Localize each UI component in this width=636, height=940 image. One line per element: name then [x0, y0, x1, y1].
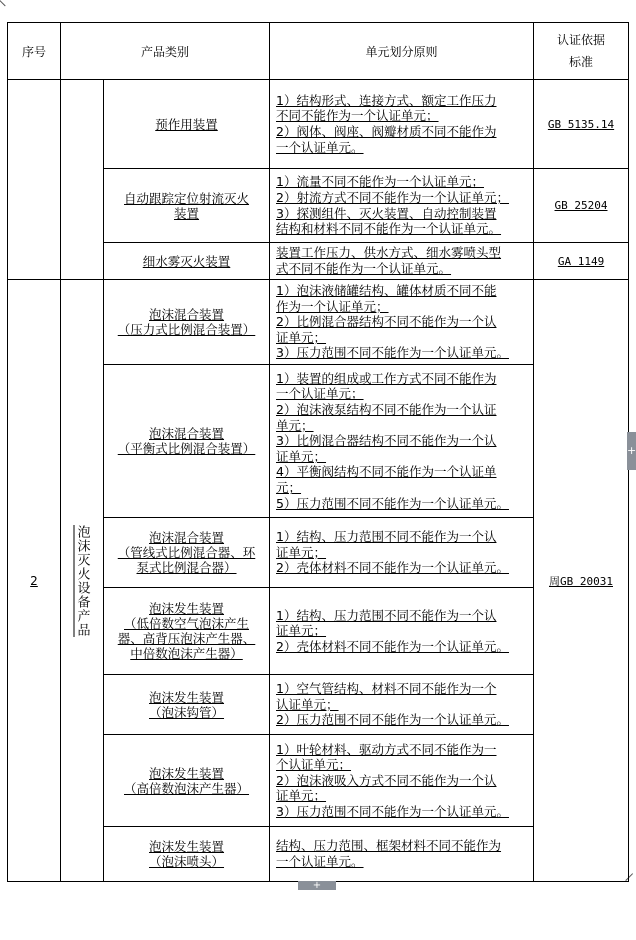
category-cell — [61, 280, 104, 882]
product-name-line: （泡沫喷头） — [149, 854, 225, 869]
unit-rule-line: 一个认证单元； — [276, 386, 364, 402]
unit-rule-line: 5）压力范围不同不能作为一个认证单元。 — [276, 495, 509, 511]
header-category: 产品类别 — [61, 23, 270, 80]
product-name-line: 细水雾灭火装置 — [142, 253, 231, 269]
standard-cell: 周GB 20031 — [534, 280, 629, 882]
unit-rule-line: 单元； — [276, 417, 314, 433]
category-cell-empty — [61, 80, 104, 280]
unit-rule-line: 结构和材料不同不能作为一个认证单元。 — [276, 221, 502, 237]
product-name-line: （平衡式比例混合装置） — [117, 441, 256, 456]
unit-rule-cell — [270, 518, 534, 588]
unit-rule-line: 1）泡沫液储罐结构、罐体材质不同不能 — [276, 283, 497, 299]
unit-rule-line: 3）压力范围不同不能作为一个认证单元。 — [276, 345, 509, 361]
unit-rule-line: 认证单元； — [276, 696, 339, 712]
product-name-line: （压力式比例混合装置） — [117, 322, 256, 337]
unit-rule-line: 结构、压力范围、框架材料不同不能作为 — [276, 838, 502, 854]
product-name-line: （高倍数泡沫产生器） — [124, 780, 250, 796]
unit-rule-line: 装置工作压力、供水方式、细水雾喷头型 — [276, 245, 502, 261]
unit-rule-line: 2）比例混合器结构不同不能作为一个认 — [276, 314, 497, 330]
unit-rule-line: 不同不能作为一个认证单元； — [276, 108, 439, 124]
product-name-cell — [104, 365, 270, 518]
standard-cell: GB 5135.14 — [534, 80, 629, 169]
unit-rule-line: 作为一个认证单元； — [276, 298, 389, 314]
unit-rule-line: 4）平衡阀结构不同不能作为一个认证单 — [276, 464, 497, 480]
unit-rule-line: 1）流量不同不能作为一个认证单元； — [276, 174, 484, 190]
product-name-cell — [104, 169, 270, 243]
unit-rule-line: 证单元； — [276, 788, 327, 804]
product-name-line: 泡沫混合装置 — [149, 530, 225, 545]
unit-rule-cell — [270, 827, 534, 882]
product-name-line: 泡沫发生装置 — [149, 689, 225, 705]
seq-cell-empty — [8, 80, 61, 280]
unit-rule-cell — [270, 169, 534, 243]
header-rule: 单元划分原则 — [270, 23, 534, 80]
header-basis-line1: 认证依据 — [557, 33, 606, 47]
product-name-cell — [104, 588, 270, 675]
unit-rule-line: 2）壳体材料不同不能作为一个认证单元。 — [276, 560, 509, 576]
product-name-line: 泵式比例混合器） — [136, 560, 237, 575]
standard-cell: GB 25204 — [534, 169, 629, 243]
unit-rule-line: 2）压力范围不同不能作为一个认证单元。 — [276, 712, 509, 728]
unit-rule-cell — [270, 735, 534, 827]
product-name-line: 自动跟踪定位射流灭火 — [124, 190, 250, 206]
unit-rule-line: 一个认证单元。 — [276, 139, 364, 155]
unit-rule-line: 1）结构、压力范围不同不能作为一个认 — [276, 607, 497, 623]
unit-rule-line: 1）叶轮材料、驱动方式不同不能作为一 — [276, 741, 497, 757]
unit-rule-line: 2）壳体材料不同不能作为一个认证单元。 — [276, 638, 509, 654]
product-name-line: 器、高背压泡沫产生器、 — [117, 631, 256, 646]
product-name-cell — [104, 243, 270, 280]
unit-rule-line: 个认证单元； — [276, 757, 352, 773]
product-name-cell — [104, 675, 270, 735]
product-name-line: （泡沫钩管） — [149, 704, 225, 720]
group1-body — [8, 80, 629, 280]
table-row — [8, 80, 629, 169]
seq-number: 2 — [8, 280, 61, 882]
unit-rule-line: 1）结构、压力范围不同不能作为一个认 — [276, 529, 497, 545]
table-row — [8, 280, 629, 365]
product-name-line: 泡沫混合装置 — [149, 307, 225, 322]
side-expand-handle[interactable]: + — [627, 432, 636, 470]
product-name-line: 泡沫发生装置 — [149, 839, 225, 854]
certification-unit-table — [7, 22, 629, 882]
unit-rule-cell — [270, 80, 534, 169]
header-basis-line2: 标准 — [569, 55, 594, 69]
unit-rule-line: 3）探测组件、灭火装置、自动控制装置 — [276, 205, 497, 221]
standard-cell: GA 1149 — [534, 243, 629, 280]
corner-mark-top-left — [0, 0, 10, 10]
product-name-line: 泡沫发生装置 — [149, 765, 225, 781]
unit-rule-line: 2）泡沫液泵结构不同不能作为一个认证 — [276, 402, 497, 418]
product-name-cell — [104, 827, 270, 882]
product-name-line: 泡沫发生装置 — [149, 601, 225, 616]
unit-rule-line: 3）压力范围不同不能作为一个认证单元。 — [276, 803, 509, 819]
unit-rule-cell — [270, 588, 534, 675]
unit-rule-line: 2）射流方式不同不能作为一个认证单元； — [276, 189, 509, 205]
product-name-line: 中倍数泡沫产生器） — [130, 646, 243, 661]
product-name-line: 预作用装置 — [155, 116, 218, 132]
unit-rule-line: 证单元； — [276, 448, 327, 464]
group2-body — [8, 280, 629, 882]
unit-rule-line: 元； — [276, 479, 302, 495]
unit-rule-cell — [270, 243, 534, 280]
product-name-cell — [104, 280, 270, 365]
unit-rule-line: 一个认证单元。 — [276, 854, 364, 869]
product-name-cell — [104, 735, 270, 827]
product-name-cell — [104, 518, 270, 588]
unit-rule-cell — [270, 280, 534, 365]
header-seq: 序号 — [8, 23, 61, 80]
unit-rule-line: 2）泡沫液吸入方式不同不能作为一个认 — [276, 772, 497, 788]
unit-rule-cell — [270, 365, 534, 518]
product-name-cell — [104, 80, 270, 169]
unit-rule-line: 2）阀体、阀座、阀瓣材质不同不能作为 — [276, 124, 497, 139]
unit-rule-line: 式不同不能作为一个认证单元。 — [276, 261, 452, 276]
unit-rule-line: 3）比例混合器结构不同不能作为一个认 — [276, 433, 497, 449]
unit-rule-line: 1）结构形式、连接方式、额定工作压力 — [276, 92, 497, 108]
product-name-line: 装置 — [174, 205, 200, 221]
product-name-line: （管线式比例混合器、环 — [117, 545, 256, 560]
unit-rule-line: 证单元； — [276, 623, 327, 639]
bottom-expand-handle[interactable]: + — [298, 881, 336, 890]
category-label: 泡沫灭火设备产品 — [74, 524, 90, 637]
product-name-line: （低倍数空气泡沫产生 — [124, 616, 250, 631]
unit-rule-cell — [270, 675, 534, 735]
table-header-row — [8, 23, 629, 80]
unit-rule-line: 证单元； — [276, 544, 327, 560]
unit-rule-line: 证单元； — [276, 329, 327, 345]
header-basis — [534, 23, 629, 80]
unit-rule-line: 1）空气管结构、材料不同不能作为一个 — [276, 681, 497, 697]
unit-rule-line: 1）装置的组成或工作方式不同不能作为 — [276, 370, 497, 386]
product-name-line: 泡沫混合装置 — [149, 426, 225, 441]
